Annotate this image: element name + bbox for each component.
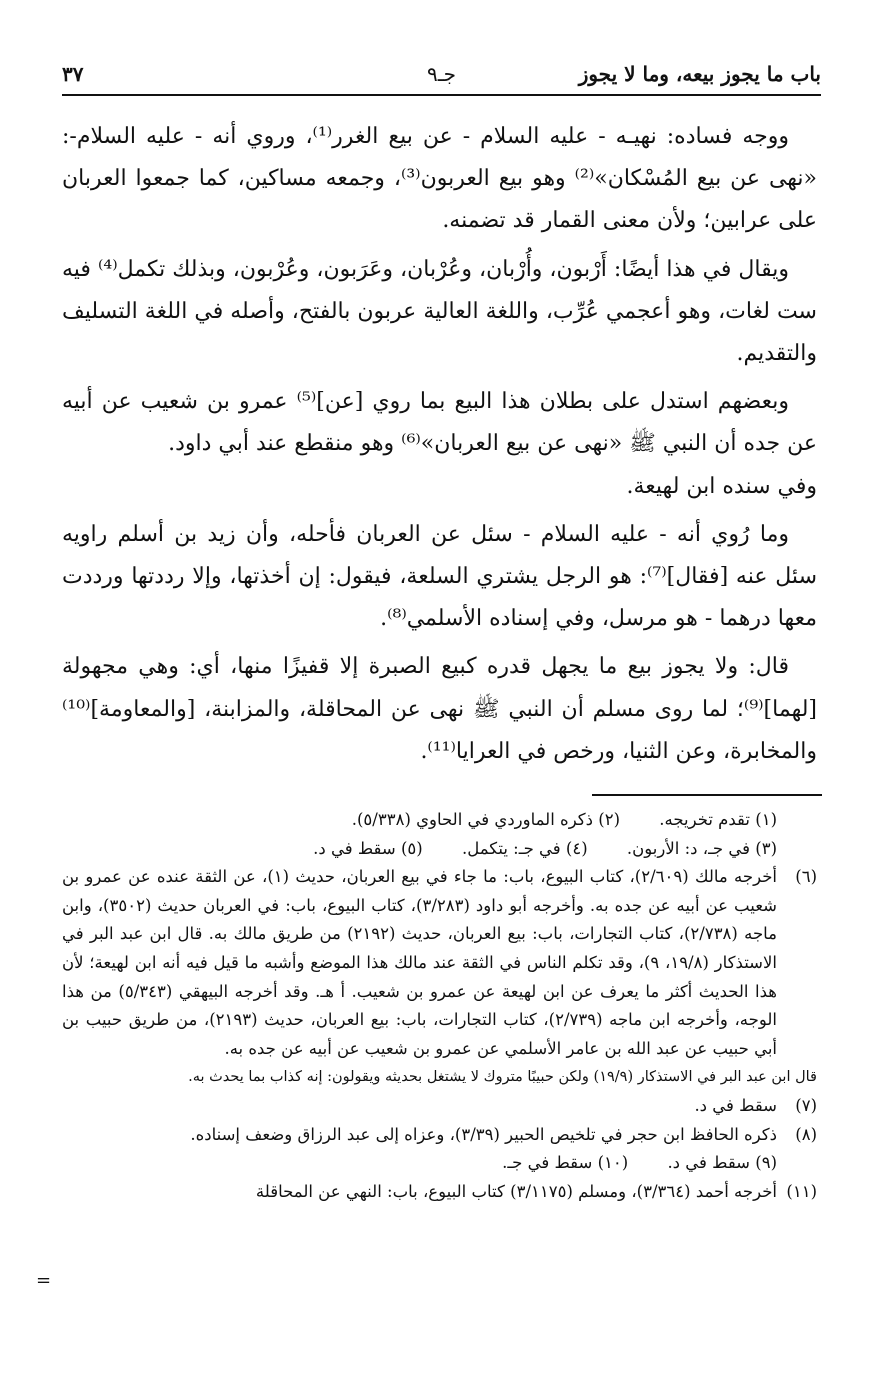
footnote-text: ذكره الماوردي في الحاوي (٥/٣٣٨). [351,810,593,829]
paragraph: ووجه فساده: نهيـه - عليه السلام - عن بيع الغرر⁽¹⁾، وروي أنه - عليه السلام-: «نهى عن بيع المُسْكان»⁽²⁾ وهو بيع العربون⁽³⁾، وجمعه مساكين، كما جمعوا العربان على عرابين؛ ولأن معنى القمار قد تضمنه. [62,124,818,234]
paragraph: وبعضهم استدل على بطلان هذا البيع بما روي [عن]⁽⁵⁾ عمرو بن شعيب عن أبيه عن جده أن النبي ﷺ «نهى عن بيع العربان»⁽⁶⁾ وهو منقطع عند أبي داود. [62,389,817,457]
footnote-text: ذكره الحافظ ابن حجر في تلخيص الحبير (٣/٣٩)، وعزاه إلى عبد الرزاق وضعف إسناده. [190,1124,777,1144]
footnote-number: (٢) [598,810,620,829]
footnote-number: (٨) [795,1124,817,1144]
footnote-number: (١) [755,810,777,829]
footnote-text: أخرجه مالك (٢/٦٠٩)، كتاب البيوع، باب: ما جاء في بيع العربان، حديث (١)، عن الثقة عنده عن عمرو بن شعيب عن أبيه عن جده به. وأخرجه أبو داود (٣/٢٨٣)، كتاب البيوع، باب: في العربان حديث (٣٥٠٢)، وابن ماجه (٢/٧٣٨)، كتاب التجارات، باب: بيع العربان، حديث (٢١٩٢) من طريق مالك به. قال ابن عبد البر في الاستذكار (١٩/٨، ٩)، وقد تكلم الناس في الثقة عند مالك هذا الموضع وأشبه ما قيل فيه أنه ابن لهيعة؛ لأن هذا الحديث أكثر ما يعرف عن ابن لهيعة عن عمرو بن شعيب. أ هـ. وقد أخرجه البيهقي (٥/٣٤٣) من هذا الوجه، وأخرجه ابن ماجه (٢/٧٣٩)، كتاب التجارات، باب: بيع العربان، حديث (٢١٩٣)، من طريق حبيب بن أبي حبيب عن عبد الله بن عامر الأسلمي عن عمرو بن شعيب عن أبيه عن جده به. [62,867,778,1058]
footnote-separator [592,794,822,796]
footnotes [62,806,817,1206]
footnote-text: سقط في د. [667,1153,750,1173]
main-text [62,116,817,779]
page-number: ٣٧ [62,62,84,86]
footnote-row [62,806,817,835]
chapter-title: باب ما يجوز بيعه، وما لا يجوز [578,62,821,86]
paragraph: ويقال في هذا أيضًا: أَرْبون، وأُرْبان، وعُرْبان، وعَرَبون، وعُرْبون، وبذلك تكمل⁽⁴⁾ فيه ست لغات، وهو أعجمي عُرِّب، واللغة العالية عربون بالفتح، وأصله في اللغة التسليف والتقديم. [62,256,817,367]
footnote-number: (٥) [400,838,423,858]
footnote [62,1121,817,1150]
footnote [62,1092,817,1121]
footnote-text: في جـ، د: الأربون. [626,838,750,858]
footnote [62,1178,817,1207]
footnote-text: أخرجه أحمد (٣/٣٦٤)، ومسلم (٣/١١٧٥) كتاب البيوع، باب: النهي عن المحاقلة [255,1181,777,1201]
footnote [62,863,817,1063]
volume-label: جـ٩ [427,62,456,86]
footnote-number: (١٠) [597,1153,629,1173]
footnote-number: (١١) [786,1181,817,1201]
footnote-text: تقدم تخريجه. [659,810,750,829]
footnote-number: (٣) [755,838,777,858]
footnote-number: (٤) [565,838,588,858]
footnote-row [62,1149,817,1178]
continuation-mark: = [36,1270,52,1291]
footnote-text: سقط في د. [313,838,396,858]
footnote-row [62,835,817,864]
paragraph: وفي سنده ابن لهيعة. [626,473,817,499]
footnote-text: سقط في جـ. [502,1153,593,1173]
footnote-number: (٩) [755,1153,777,1173]
footnote-text: سقط في د. [694,1095,777,1115]
footnote-text: في جـ: يتكمل. [461,838,561,858]
footnote-number: (٦) [795,867,817,887]
footnote-continuation: قال ابن عبد البر في الاستذكار (١٩/٩) ولكن حبيبًا متروك لا يشتغل بحديثه ويقولون: إنه كذاب بما يحدث به. [188,1069,817,1086]
paragraph: قال: ولا يجوز بيع ما يجهل قدره كبيع الصبرة إلا قفيزًا منها، أي: وهي مجهولة [لهما]⁽⁹⁾؛ لما روى مسلم أن النبي ﷺ نهى عن المحاقلة، والمزابنة، [والمعاومة]⁽¹⁰⁾ والمخابرة، وعن الثنيا، ورخص في العرايا⁽¹¹⁾. [62,654,817,764]
paragraph: وما رُوي أنه - عليه السلام - سئل عن العربان فأحله، وأن زيد بن أسلم راويه سئل عنه [فقال]⁽⁷⁾: هو الرجل يشتري السلعة، فيقول: إن أخذتها، وإلا رددتها ورددت معها درهما - هو مرسل، وفي إسناده الأسلمي⁽⁸⁾. [62,521,818,632]
footnote-number: (٧) [795,1095,817,1115]
running-header [62,58,821,96]
